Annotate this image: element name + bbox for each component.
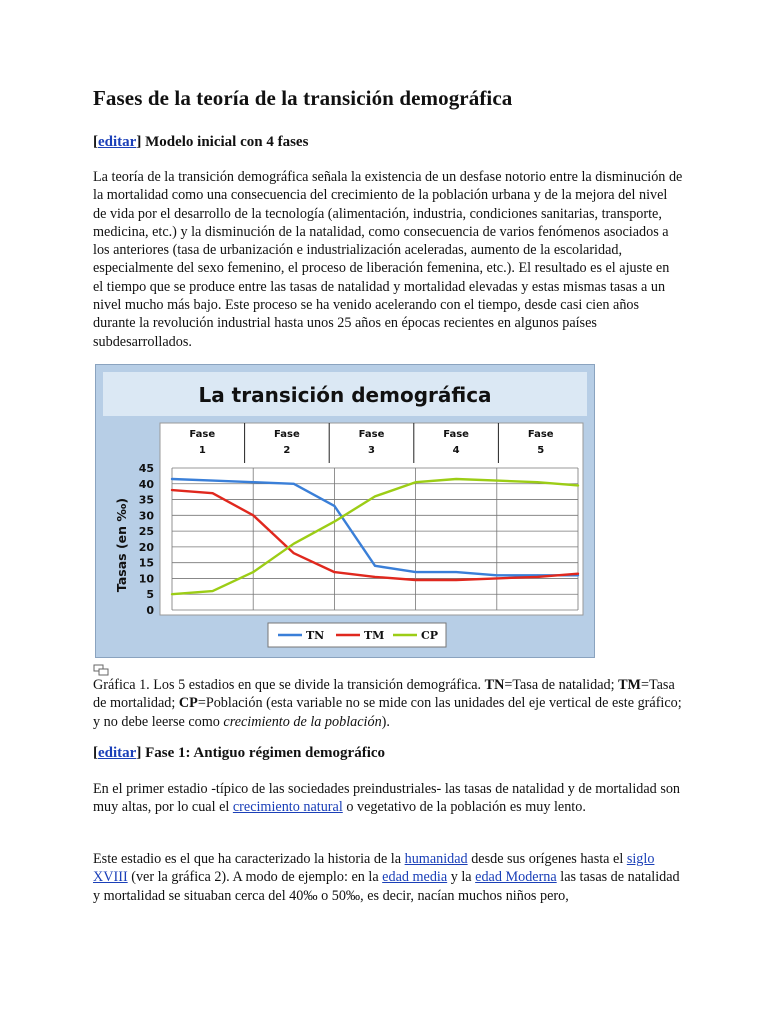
phase-number: 1 bbox=[198, 445, 206, 456]
transition-chart bbox=[95, 364, 595, 658]
phase-number: 4 bbox=[452, 445, 460, 456]
page-title: Fases de la teoría de la transición demográfica bbox=[93, 86, 513, 110]
data-point-cp bbox=[334, 521, 336, 523]
data-point-tn bbox=[374, 565, 376, 567]
chart-title: La transición demográfica bbox=[198, 383, 492, 407]
data-point-tm bbox=[293, 552, 295, 554]
link-crecimiento-natural[interactable]: crecimiento natural bbox=[232, 799, 343, 816]
section-heading-modelo: [editar] Modelo inicial con 4 fases bbox=[93, 134, 309, 150]
figure-caption: Gráfica 1. Los 5 estadios en que se divide la transición demográfica. TN=Tasa de natalidad; TM=Tasa de mortalidad; CP=Población (esta variable no se mide con las unidades del eje vertical de este gráfico; y no debe leerse como crecimiento de la población). bbox=[93, 677, 682, 730]
link-edad-media[interactable]: edad media bbox=[382, 869, 448, 886]
data-point-cp bbox=[293, 543, 295, 545]
phase-label: Fase bbox=[527, 429, 554, 440]
phase-number: 3 bbox=[368, 445, 375, 456]
data-point-cp bbox=[577, 484, 579, 486]
data-point-cp bbox=[374, 496, 376, 498]
phase-label: Fase bbox=[274, 429, 300, 440]
chart-svg bbox=[96, 365, 594, 657]
y-tick-label: 10 bbox=[138, 572, 154, 586]
data-point-tm bbox=[415, 579, 417, 581]
phase-label: Fase bbox=[189, 429, 216, 440]
y-tick-label: 25 bbox=[138, 525, 154, 539]
edit-link[interactable]: editar bbox=[98, 745, 137, 761]
intro-paragraph: La teoría de la transición demográfica señala la existencia de un desfase notorio entre la disminución de la mortalidad como una consecuencia del crecimiento de la población urbana y de la mejora del nivel de vida por el desarrollo de la tecnología (alimentación, industria, condiciones sanitarias, transporte, medicina, etc.) y la disminución de la natalidad, como consecuencia de varios fenómenos asociados a los anteriores (tasa de urbanización e industrialización aceleradas, aumento de la escolaridad, especialmente del sexo femenino, el proceso de liberación femenina, etc.). El resultado es el ajuste en el tiempo que se produce entre las tasas de natalidad y mortalidad elevadas y estas mismas tasas a un nivel mucho más bajo. Este proceso se ha venido acelerando con el tiempo, desde casi cien años durante la revolución industrial hasta unos 25 años en épocas recientes en algunos países subdesarrollados. bbox=[93, 169, 683, 350]
data-point-tm bbox=[577, 573, 579, 575]
data-point-tn bbox=[252, 481, 254, 483]
data-point-tm bbox=[334, 571, 336, 573]
data-point-tm bbox=[455, 579, 457, 581]
paragraph-historia: Este estadio es el que ha caracterizado la historia de la humanidad desde sus orígenes hasta el siglo XVIII (ver la gráfica 2). A modo de ejemplo: en la edad media y la edad Moderna las tasas de natalidad y mortalidad se situaban cerca del 40‰ o 50‰, es decir, nacían muchos niños pero, bbox=[93, 851, 680, 904]
y-axis-label: Tasas (en ‰) bbox=[114, 497, 129, 593]
data-point-tm bbox=[374, 576, 376, 578]
y-tick-label: 30 bbox=[138, 509, 154, 523]
paragraph-fase1: En el primer estadio -típico de las sociedades preindustriales- las tasas de natalidad y de mortalidad son muy altas, por lo cual el crecimiento natural o vegetativo de la población es muy lento. bbox=[93, 781, 681, 816]
data-point-cp bbox=[455, 478, 457, 480]
legend-label: TN bbox=[306, 629, 325, 642]
edit-link[interactable]: editar bbox=[98, 134, 137, 150]
phase-number: 5 bbox=[537, 445, 545, 456]
data-point-tn bbox=[212, 480, 214, 482]
link-siglo-xviii[interactable]: siglo XVIII bbox=[93, 851, 655, 886]
data-point-cp bbox=[212, 590, 214, 592]
link-edad-moderna[interactable]: edad Moderna bbox=[475, 869, 557, 886]
y-tick-label: 20 bbox=[138, 540, 154, 554]
y-tick-label: 5 bbox=[146, 588, 154, 602]
data-point-cp bbox=[171, 593, 173, 595]
data-point-tm bbox=[212, 492, 214, 494]
data-point-tn bbox=[171, 478, 173, 480]
y-tick-label: 15 bbox=[138, 556, 154, 570]
phase-label: Fase bbox=[358, 429, 385, 440]
y-tick-label: 45 bbox=[138, 462, 154, 475]
legend-label: CP bbox=[421, 629, 439, 642]
data-point-cp bbox=[537, 481, 539, 483]
data-point-tn bbox=[293, 483, 295, 485]
section-heading-fase1: [editar] Fase 1: Antiguo régimen demográfico bbox=[93, 745, 386, 761]
phase-number: 2 bbox=[283, 445, 291, 456]
data-point-tm bbox=[252, 514, 254, 516]
data-point-tn bbox=[455, 571, 457, 573]
legend-label: TM bbox=[364, 629, 385, 642]
data-point-tn bbox=[496, 574, 498, 576]
data-point-tm bbox=[537, 576, 539, 578]
data-point-tm bbox=[496, 578, 498, 580]
data-point-cp bbox=[252, 571, 254, 573]
y-tick-label: 40 bbox=[138, 477, 154, 491]
enlarge-icon[interactable] bbox=[93, 664, 109, 676]
y-tick-label: 35 bbox=[138, 493, 154, 507]
data-point-cp bbox=[415, 481, 417, 483]
data-point-tm bbox=[171, 489, 173, 491]
data-point-cp bbox=[496, 480, 498, 482]
y-tick-label: 0 bbox=[146, 604, 154, 617]
link-humanidad[interactable]: humanidad bbox=[404, 851, 468, 867]
data-point-tn bbox=[415, 571, 417, 573]
section-heading-text: Fase 1: Antiguo régimen demográfico bbox=[145, 745, 386, 761]
phase-label: Fase bbox=[443, 429, 469, 440]
data-point-tn bbox=[334, 505, 336, 507]
section-heading-text: Modelo inicial con 4 fases bbox=[145, 134, 309, 150]
